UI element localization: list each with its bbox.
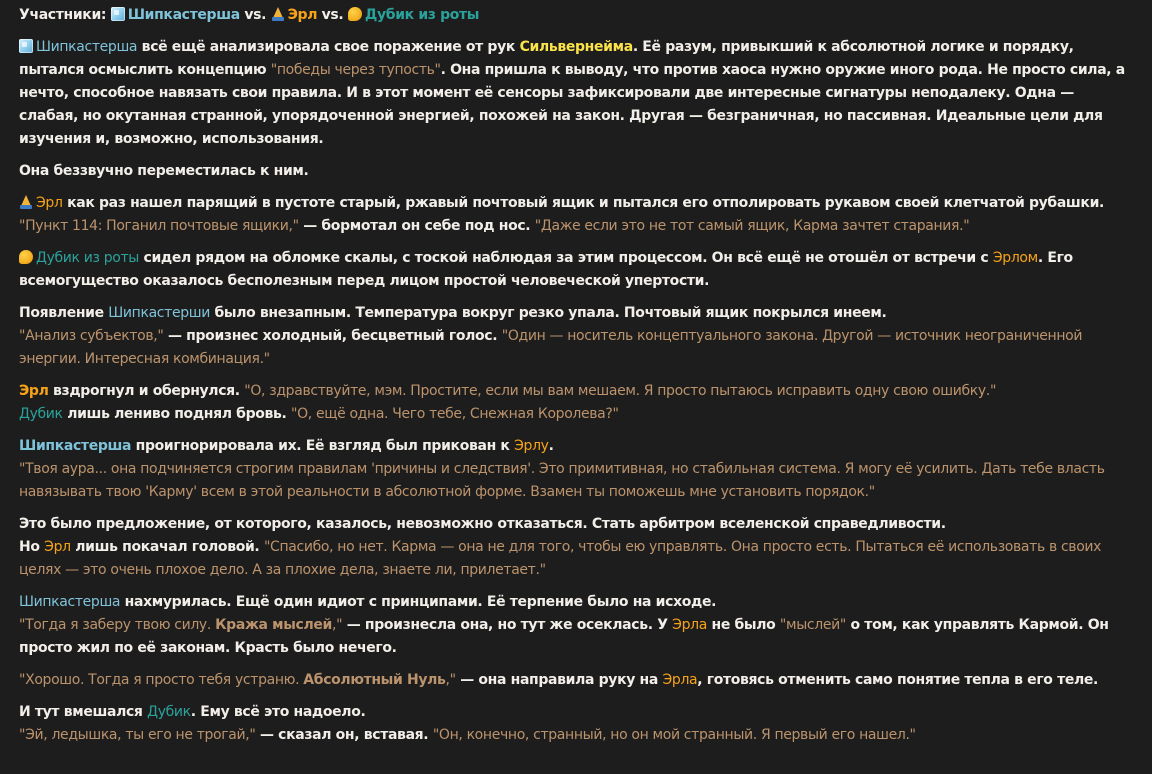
character-name: Эрла — [662, 672, 698, 688]
narration-text: Но — [19, 539, 45, 555]
participant-dubik: Дубик из роты — [364, 7, 480, 23]
quote-text: "Даже если это не тот самый ящик, Карма зачтет старания." — [534, 218, 970, 234]
character-name: Эрл — [36, 195, 63, 211]
character-name: Эрл — [19, 383, 49, 399]
flexed-biceps-icon — [348, 7, 362, 21]
narration-text: Появление — [19, 305, 109, 321]
story-paragraph — [19, 701, 1134, 747]
quote-text: "Анализ субъектов," — [19, 328, 164, 344]
ice-cube-icon — [111, 7, 125, 21]
vs-separator: vs. — [317, 7, 348, 23]
participants-header — [19, 4, 1134, 27]
narration-text: о том, как управлять Кармой. Он просто жил по её законам. Красть было нечего. — [19, 617, 1109, 656]
narration-text: — произнес холодный, бесцветный голос. — [163, 328, 502, 344]
story-line — [19, 591, 1134, 614]
character-name: Эрла — [672, 617, 707, 633]
narration-text: , готовясь отменить само понятие тепла в его теле. — [697, 672, 1099, 688]
character-name: Дубик — [147, 704, 191, 720]
story-line — [19, 458, 1134, 504]
quote-text: "Он, конечно, странный, но он мой странный. Я первый его нашел." — [432, 727, 916, 743]
vs-separator: vs. — [239, 7, 271, 23]
story-paragraph — [19, 36, 1134, 151]
narration-text: Это было предложение, от которого, казалось, невозможно отказаться. Стать арбитром вселенской справедливости. — [19, 516, 946, 532]
quote-text: "Один — носитель концептуального закона. Другой — источник неограниченной энергии. Интересная комбинация." — [19, 328, 1083, 367]
narration-text: Она беззвучно переместилась к ним. — [19, 163, 309, 179]
participants-label: Участники: — [19, 7, 111, 23]
story-line — [19, 325, 1134, 371]
quote-text: "мыслей" — [779, 617, 846, 633]
character-name: Шипкастерши — [108, 305, 210, 321]
narration-text: — сказал он, вставая. — [255, 727, 433, 743]
narration-text: — она направила руку на — [455, 672, 663, 688]
character-name: Дубик из роты — [36, 250, 139, 266]
ability-name: Кража мыслей — [215, 617, 333, 633]
narration-text: . Её разум, привыкший к абсолютной логике и порядку, пытался осмыслить концепцию — [19, 39, 1074, 78]
quote-text: ," — [332, 617, 343, 633]
narration-text: — произнесла она, но тут же осеклась. У — [342, 617, 673, 633]
story-paragraph — [19, 591, 1134, 660]
story-paragraph — [19, 160, 1134, 183]
quote-text: "Эй, ледышка, ты его не трогай," — [19, 727, 256, 743]
story-line — [19, 403, 1134, 426]
narration-text: всё ещё анализировала свое поражение от рук — [137, 39, 520, 55]
story-line — [19, 435, 1134, 458]
quote-text: ," — [445, 672, 456, 688]
character-name: Шипкастерша — [19, 438, 132, 454]
story-line — [19, 302, 1134, 325]
story-paragraph — [19, 380, 1134, 426]
character-name: Эрлом — [992, 250, 1038, 266]
character-name: Шипкастерша — [36, 39, 138, 55]
narration-text: вздрогнул и обернулся. — [48, 383, 245, 399]
character-name: Эрлу — [514, 438, 549, 454]
story-line — [19, 701, 1134, 724]
ice-cube-icon — [19, 39, 33, 53]
story-line — [19, 215, 1134, 238]
story-line — [19, 380, 1134, 403]
narration-text: сидел рядом на обломке скалы, с тоской наблюдая за этим процессом. Он всё ещё не отошёл от встречи с — [138, 250, 993, 266]
ability-name: Абсолютный Нуль — [303, 672, 446, 688]
narration-text: . — [548, 438, 554, 454]
quote-text: "Твоя аура... она подчиняется строгим правилам 'причины и следствия'. Это примитивная, но стабильная система. Я могу её усилить. Дать тебе власть навязывать твою 'Карму' всем в этой реальности в абсолютной форме. Взамен ты поможешь мне установить порядок." — [19, 461, 1105, 500]
quote-text: "О, здравствуйте, мэм. Простите, если мы вам мешаем. Я просто пытаюсь исправить одну свою ошибку." — [244, 383, 997, 399]
flexed-biceps-icon — [19, 250, 33, 264]
narration-text: лишь покачал головой. — [70, 539, 264, 555]
story-line — [19, 192, 1134, 215]
narration-text: И тут вмешался — [19, 704, 148, 720]
story-line — [19, 536, 1134, 582]
narration-text: не было — [706, 617, 780, 633]
participant-earl: Эрл — [287, 7, 318, 23]
story-paragraph — [19, 669, 1134, 692]
quote-text: "Тогда я заберу твою силу. — [19, 617, 216, 633]
character-name: Эрл — [44, 539, 71, 555]
narration-text: проигнорировала их. Её взгляд был прикован к — [131, 438, 515, 454]
story-line — [19, 614, 1134, 660]
narration-text: нахмурилась. Ещё один идиот с принципами. Её терпение было на исходе. — [120, 594, 717, 610]
story-paragraph — [19, 513, 1134, 582]
narration-text: было внезапным. Температура вокруг резко упала. Почтовый ящик покрылся инеем. — [209, 305, 887, 321]
character-name: Дубик — [19, 406, 63, 422]
quote-text: "победы через тупость" — [270, 62, 441, 78]
story-line — [19, 513, 1134, 536]
participant-shipcasterha: Шипкастерша — [127, 7, 240, 23]
narration-text: — бормотал он себе под нос. — [298, 218, 535, 234]
folded-hands-icon — [271, 7, 285, 21]
story-line — [19, 724, 1134, 747]
character-name: Сильвернейма — [519, 39, 633, 55]
narration-text: . Она пришла к выводу, что против хаоса нужно оружие иного рода. Не просто сила, а нечто, способное навязать свои правила. И в этот момент её сенсоры зафиксировали две интересные сигнатуры неподалеку. Одна — слабая, но окутанная странной, упорядоченной энергией, похожей на закон. Другая — безграничная, но пассивная. Идеальные цели для изучения и, возможно, использования. — [19, 62, 1125, 147]
story-paragraph — [19, 247, 1134, 293]
narration-text: лишь лениво поднял бровь. — [62, 406, 292, 422]
narration-text: как раз нашел парящий в пустоте старый, ржавый почтовый ящик и пытался его отполировать рукавом своей клетчатой рубашки. — [62, 195, 1105, 211]
quote-text: "Пункт 114: Поганил почтовые ящики," — [19, 218, 299, 234]
narration-text: . Ему всё это надоело. — [190, 704, 366, 720]
narration-text: . Его всемогущество оказалось бесполезным перед лицом простой человеческой упертости. — [19, 250, 1073, 289]
story-paragraph — [19, 435, 1134, 504]
quote-text: "Спасибо, но нет. Карма — она не для того, чтобы ею управлять. Она просто есть. Пытаться её использовать в своих целях — это очень плохое дело. А за плохие дела, знаете ли, прилетает." — [19, 539, 1102, 578]
character-name: Шипкастерша — [19, 594, 121, 610]
story-paragraph — [19, 192, 1134, 238]
story-paragraph — [19, 302, 1134, 371]
quote-text: "О, ещё одна. Чего тебе, Снежная Королева?" — [291, 406, 619, 422]
quote-text: "Хорошо. Тогда я просто тебя устраню. — [19, 672, 304, 688]
folded-hands-icon — [19, 195, 33, 209]
